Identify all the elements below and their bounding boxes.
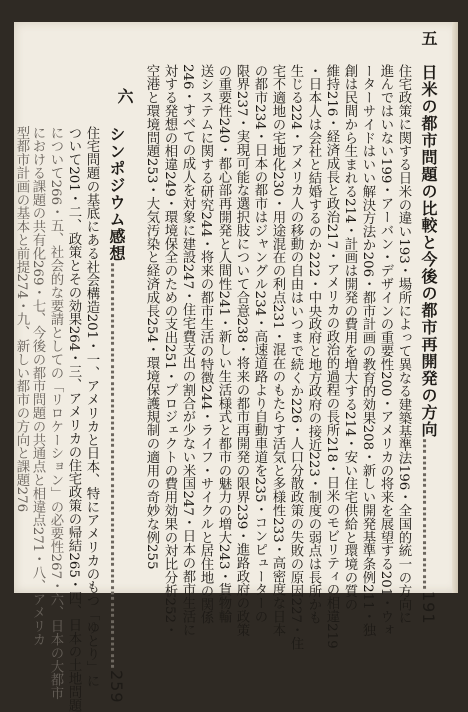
- section-five-line: 対する発想の相違249・環境保全のための支出251・プロジェクトの費用効果の対比分析252・: [162, 64, 177, 637]
- section-five-line: ーターサイドはいい解決方法か206・都市計画の教育的効果208・新しい開発基準条例211・独: [360, 64, 375, 637]
- section-five-line: 送システムに関する研究244・将来の都市生活の特徴244・ライフ・サイクルと居住地の関係: [198, 64, 213, 625]
- section-five-line: 維持216・経済成長と政治217・アメリカの政治的過程の長所218・日米のモビリティの相違219: [324, 64, 339, 649]
- section-six-page-number: 259: [107, 670, 126, 704]
- section-five-leader-dots: ………………………: [419, 438, 438, 591]
- section-six-number: 六: [115, 88, 134, 105]
- section-six-line: 住宅問題の基底にある社会構造201・一、アメリカと日本、特にアメリカのもつ「ゆとり」に: [84, 126, 99, 688]
- section-five-title: 日米の都市問題の比較と今後の都市再開発の方向: [419, 64, 438, 438]
- section-five-number: 五: [419, 30, 438, 47]
- book-page: [14, 22, 458, 712]
- section-five-line: 246・すべての成人を対象に建設247・住宅費支出の割合が少ない米国247・日本の都市生活に: [180, 64, 195, 637]
- section-five-heading: [417, 64, 440, 625]
- section-six-line: 型都市計画の基本と前提274・九、新しい都市の方向と課題276: [14, 126, 29, 513]
- section-five-line: 住宅政策に関する日米の違い193・場所によって異なる建築基準法196・全国的統一の方向に: [396, 64, 411, 625]
- section-five-line: 進んではいない199・アーバン・デザインの重要性200・アメリカの将来を展望する201・ウォ: [378, 64, 393, 637]
- page-gutter: [452, 22, 458, 593]
- section-six-line: ついて201・二、政策とその効果264・三、アメリカの住宅政策の帰結265・四、日本の土地問題: [66, 126, 81, 712]
- section-six-leader-dots: ………………………………………………………………: [107, 262, 126, 670]
- section-five-page-number: 191: [419, 591, 438, 625]
- section-six-line: における課題の共有化269・七、今後の都市問題の共通点と相違点271・八、アメリカ: [30, 126, 45, 647]
- section-five-line: 宅不適地の宅地化230・用途混在の利点231・混在のもたらす活気と多様性233・高密度な日本: [270, 64, 285, 637]
- section-five-line: の重要性240・都心部再開発と人間性241・新しい生活様式と都市の魅力の増大243・貨物輸: [216, 64, 231, 624]
- section-five-line: 創は民間から生まれる214・計画は開発の費用を増大する214・安い住宅供給と環境の質の: [342, 64, 357, 611]
- section-five-line: の都市234・日本の都市はジャングル234・高速道路より自動車道を235・コンピューターの: [252, 64, 267, 624]
- section-five-line: 空港と環境問題253・大気汚染と経済成長254・環境保護規制の適用の奇妙な例255: [144, 64, 159, 570]
- section-five-line: ・日本人は会社と結婚するのか222・中央政府と地方政府の接近223・制度の弱点は長所かも: [306, 64, 321, 625]
- section-six-title: シンポジウム感想: [107, 126, 126, 262]
- section-six-heading: [105, 126, 128, 704]
- section-six-line: について266・五、社会的な要請としての「リロケーション」の必要性267・六、日本の大都市: [48, 126, 63, 700]
- section-five-line: 生じる224・アメリカ人の移動の自由はいつまで続くか226・人口分散政策の失敗の原因227・住: [288, 64, 303, 650]
- section-five-line: 限界237・実現可能な選択肢について合意238・将来の都市再開発の限界239・進路政府の政策: [234, 64, 249, 637]
